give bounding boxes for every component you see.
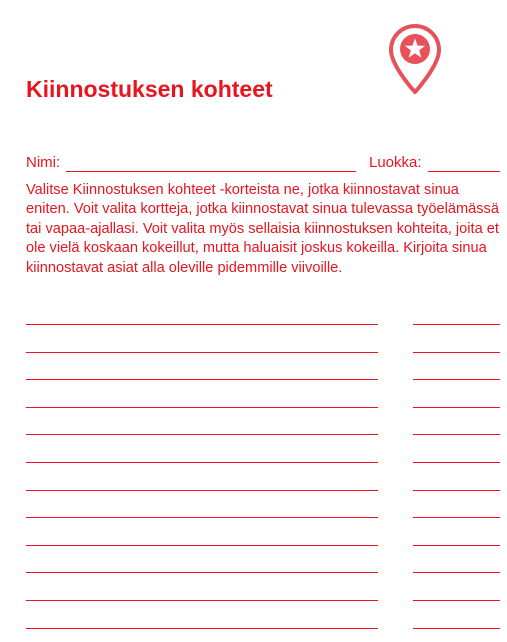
answer-line-short[interactable] <box>413 324 500 325</box>
answer-line-short[interactable] <box>413 462 500 463</box>
answer-line-short[interactable] <box>413 545 500 546</box>
answer-line-long[interactable] <box>26 545 378 546</box>
page-title: Kiinnostuksen kohteet <box>26 76 273 102</box>
answer-line-long[interactable] <box>26 600 378 601</box>
answer-line-short[interactable] <box>413 379 500 380</box>
answer-line-long[interactable] <box>26 628 378 629</box>
answer-line-short[interactable] <box>413 434 500 435</box>
answer-line-long[interactable] <box>26 434 378 435</box>
answer-line-long[interactable] <box>26 490 378 491</box>
answer-line-long[interactable] <box>26 462 378 463</box>
answer-line-short[interactable] <box>413 407 500 408</box>
answer-line-long[interactable] <box>26 324 378 325</box>
answer-line-long[interactable] <box>26 517 378 518</box>
answer-line-short[interactable] <box>413 490 500 491</box>
answer-line-long[interactable] <box>26 407 378 408</box>
answer-line-short[interactable] <box>413 352 500 353</box>
answer-line-short[interactable] <box>413 600 500 601</box>
name-label: Nimi: <box>26 154 61 171</box>
instructions-text: Valitse Kiinnostuksen kohteet -korteista ne, jotka kiinnostavat sinua eniten. Voit valita kortteja, jotka kiinnostavat sinua tulevassa työelämässä tai vapaa-ajallasi. Voit valita myös sellaisia kiinnostuksen kohteita, joita et ole vielä koskaan kokeillut, mutta haluaisit joskus kokeilla. Kirjoita sinua kiinnostavat asiat alla oleville pidemmille viivoille. <box>26 182 499 276</box>
class-label: Luokka: <box>369 154 422 171</box>
answer-line-short[interactable] <box>413 572 500 573</box>
answer-line-short[interactable] <box>413 517 500 518</box>
answer-line-long[interactable] <box>26 352 378 353</box>
answer-line-long[interactable] <box>26 572 378 573</box>
answer-line-long[interactable] <box>26 379 378 380</box>
answer-line-short[interactable] <box>413 628 500 629</box>
